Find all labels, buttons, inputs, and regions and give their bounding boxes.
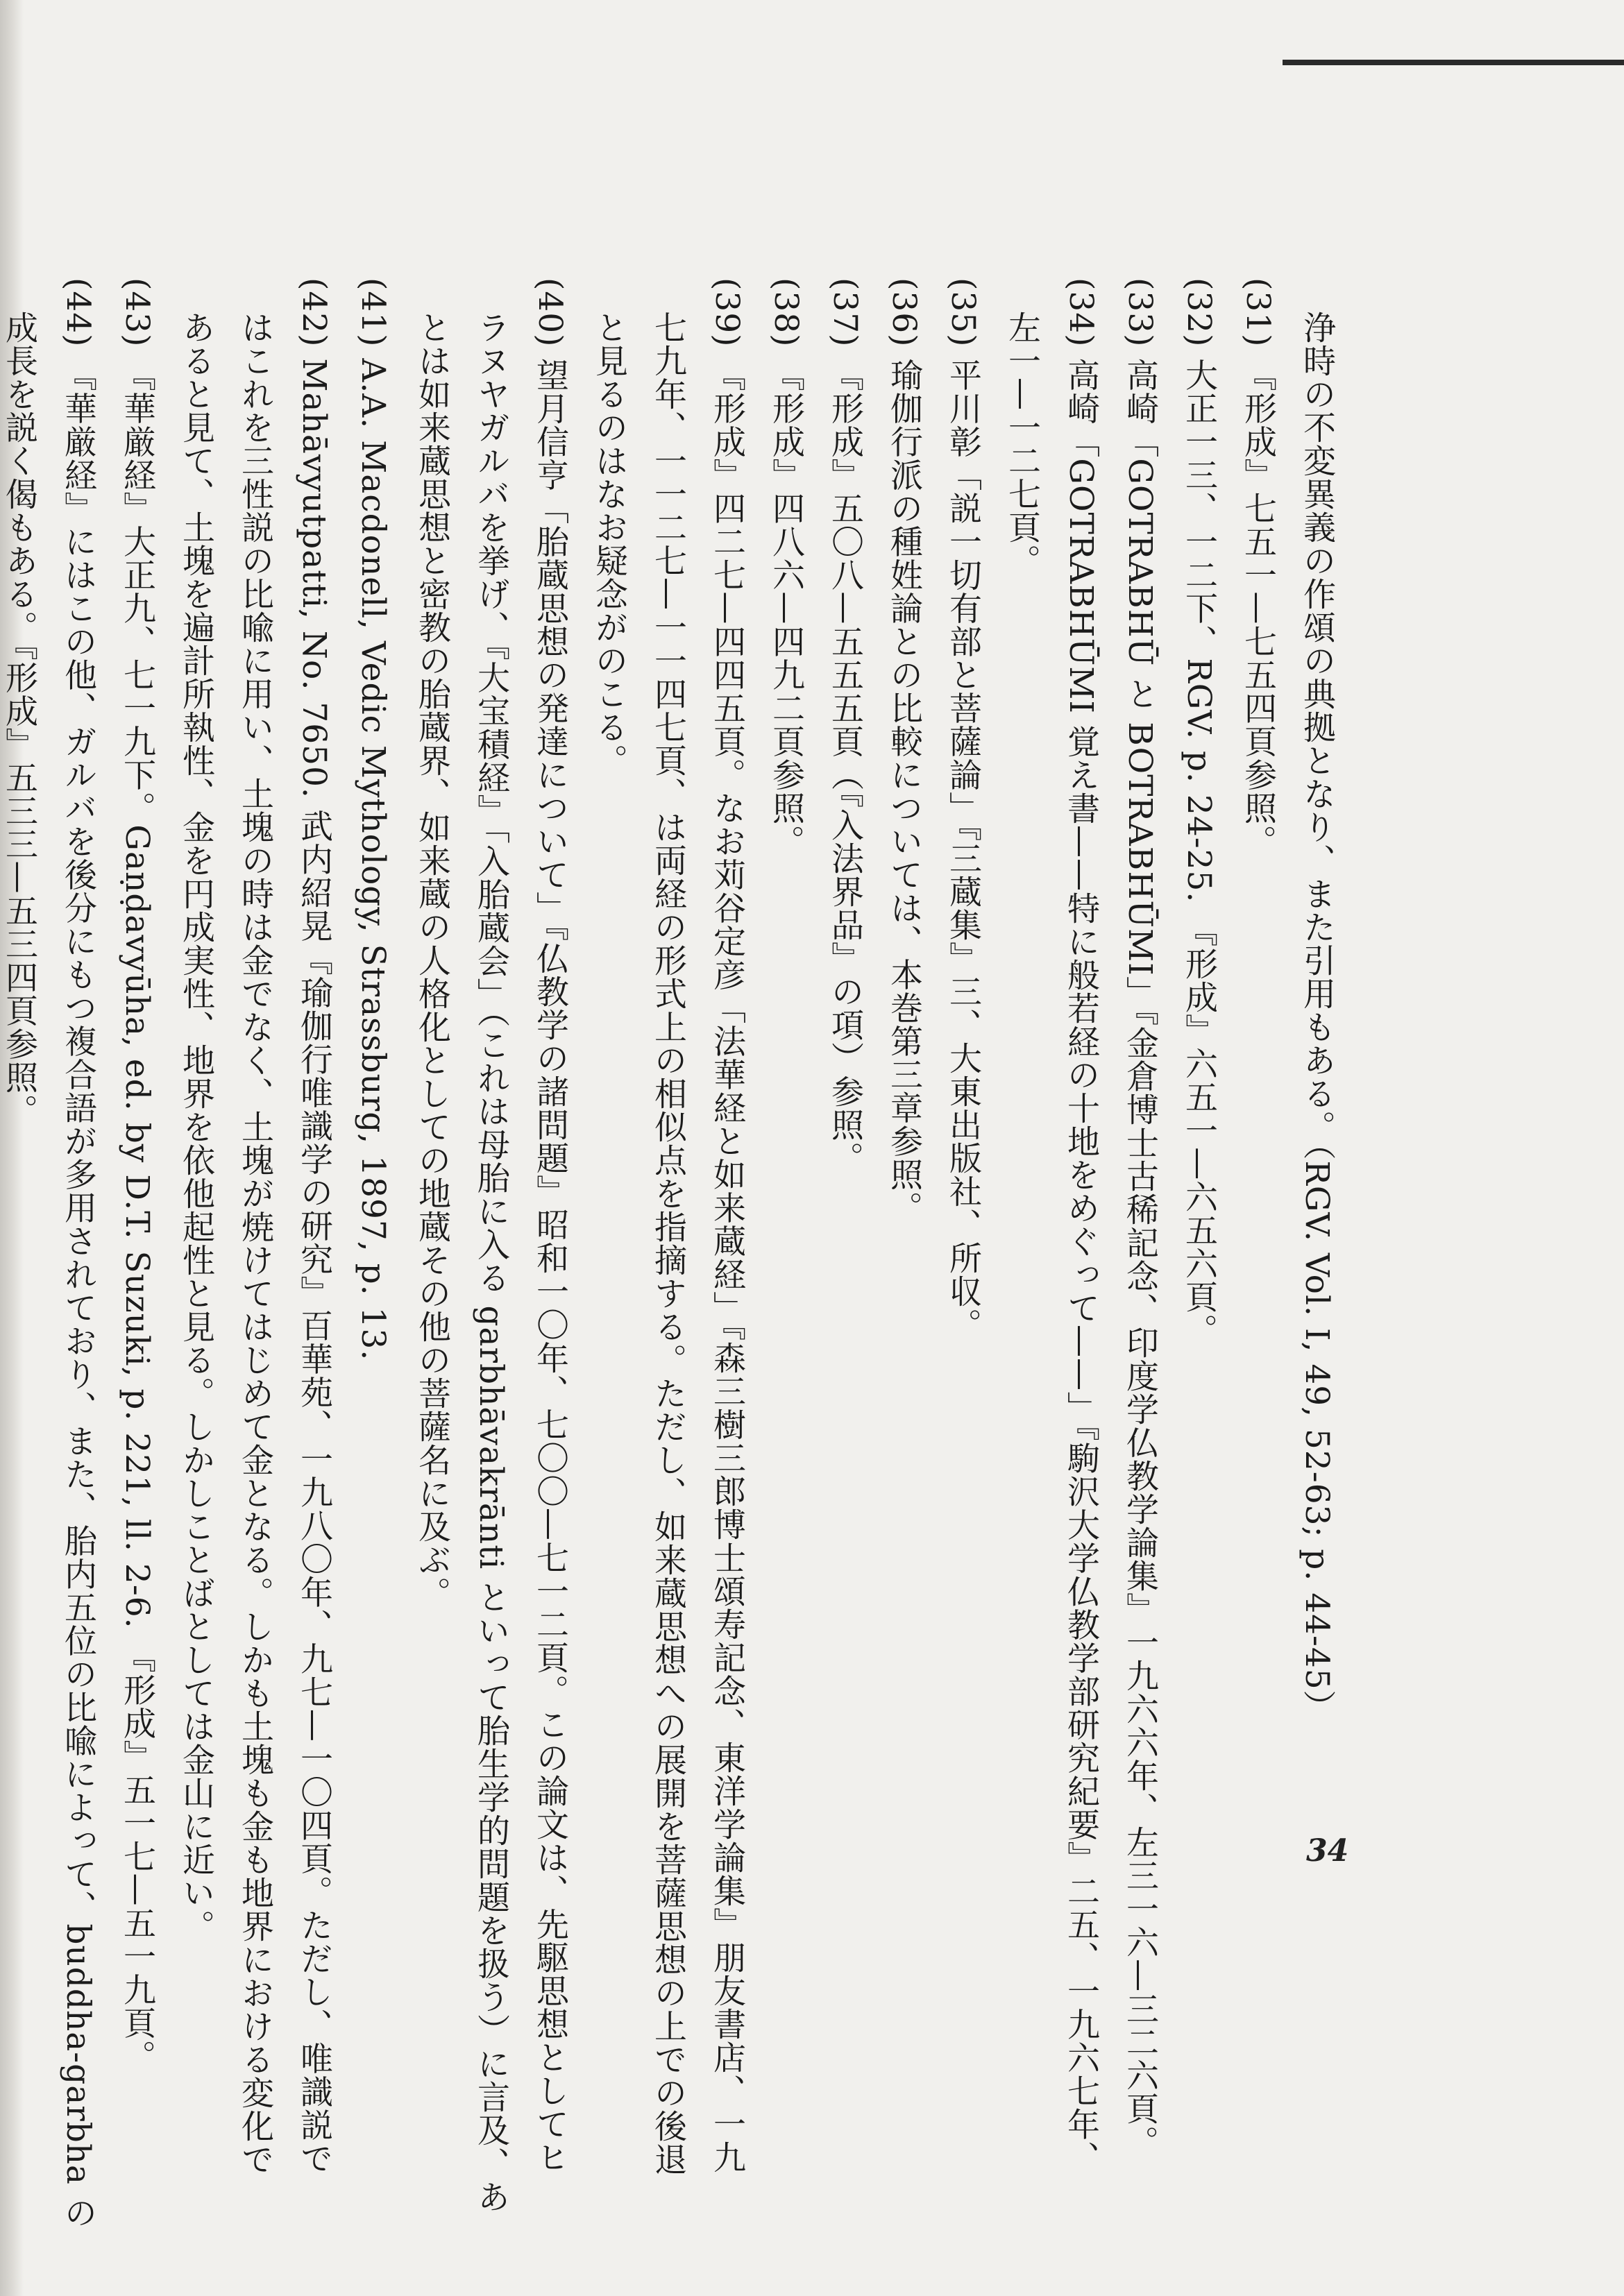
footnote-continuation: とは如来蔵思想と密教の胎蔵界、如来蔵の人格化としての地蔵その他の菩薩名に及ぶ。 [413, 311, 451, 1610]
footnote-continuation: 七九年、一一二七—一一四七頁、は両経の形式上の相似点を指摘する。ただし、如来蔵思想への展開を菩薩思想の上での後退 [649, 311, 687, 2176]
footnote-line: (33) 高崎「GOTRABHŪ と BOTRABHŪMI」『金倉博士古稀記念、印度学仏教学論集』一九六六年、左三一六—三二六頁。 [1121, 278, 1159, 2159]
footnote-line: (36) 瑜伽行派の種姓論との比較については、本巻第三章参照。 [885, 278, 923, 1225]
footnote-line: (44) 『華厳経』にはこの他、ガルバを後分にもつ複合語が多用されており、また、胎内五位の比喩によって、buddha-garbha の [59, 278, 97, 2230]
page-number: 34 [1306, 1833, 1349, 1869]
footnote-line: (34) 高崎「GOTRABHŪMI 覚え書——特に般若経の十地をめぐって——」『駒沢大学仏教学部研究紀要』二五、一九六七年、 [1062, 278, 1100, 2175]
footnote-line: (31) 『形成』七五一—七五四頁参照。 [1239, 278, 1277, 858]
footnote-continuation: 浄時の不変異義の作頌の典拠となり、また引用もある。（RGV. Vol. I, 49, 52-63; p. 44-45） [1298, 311, 1336, 1724]
footnote-continuation: ラヌヤガルバを挙げ、『大宝積経』「入胎蔵会」（これは母胎に入る garbhāvakrānti といって胎生学的問題を扱う）に言及、あ [472, 311, 510, 2214]
footnote-line: (42) Mahāvyutpatti, No. 7650. 武内紹晃『瑜伽行唯識学の研究』百華苑、一九八〇年、九七—一〇四頁。ただし、唯識説で [295, 278, 333, 2175]
footnote-continuation: 成長を説く偈もある。『形成』五三三—五三四頁参照。 [0, 311, 38, 1128]
footnote-continuation: あると見て、土塊を遍計所執性、金を円成実性、地界を依他起性と見る。しかしことばとしては金山に近い。 [177, 311, 215, 1943]
footnote-continuation: はこれを三性説の比喩に用い、土塊の時は金でなく、土塊が焼けてはじめて金となる。しかも土塊も金も地界における変化で [236, 311, 274, 2176]
footnote-line: (38) 『形成』四八六—四九二頁参照。 [767, 278, 805, 858]
footnote-line: (32) 大正一三、一二下、RGV. p. 24-25. 『形成』六五一—六五六頁。 [1180, 278, 1218, 1347]
footnote-line: (39) 『形成』四二七—四四五頁。なお苅谷定彦「法華経と如来蔵経」『森三樹三郎博士頌寿記念、東洋学論集』朋友書店、一九 [708, 278, 746, 2174]
header-rule [1283, 60, 1624, 65]
footnote-line: (40) 望月信亨「胎蔵思想の発達について」『仏教学の諸問題』昭和一〇年、七〇〇—七一二頁。この論文は、先駆思想としてヒ [531, 278, 569, 2174]
footnote-line: (35) 平川彰「説一切有部と菩薩論」『三蔵集』三、大東出版社、所収。 [944, 278, 982, 1341]
footnote-continuation: と見るのはなお疑念がのこる。 [590, 311, 628, 777]
footnote-continuation: 左一—一二七頁。 [1003, 311, 1041, 577]
footnote-line: (43) 『華厳経』大正九、七一九下。Gaṇḍavyūha, ed. by D.T. Suzuki, p. 221, ll. 2-6. 『形成』五一七—五一九頁。 [118, 278, 156, 2073]
footnote-line: (37) 『形成』五〇八—五五五頁（『入法界品』の項）参照。 [826, 278, 864, 1175]
footnote-line: (41) A.A. Macdonell, Vedic Mythology, Strassburg, 1897, p. 13. [354, 278, 392, 1361]
footnotes-block [0, 278, 1346, 2230]
